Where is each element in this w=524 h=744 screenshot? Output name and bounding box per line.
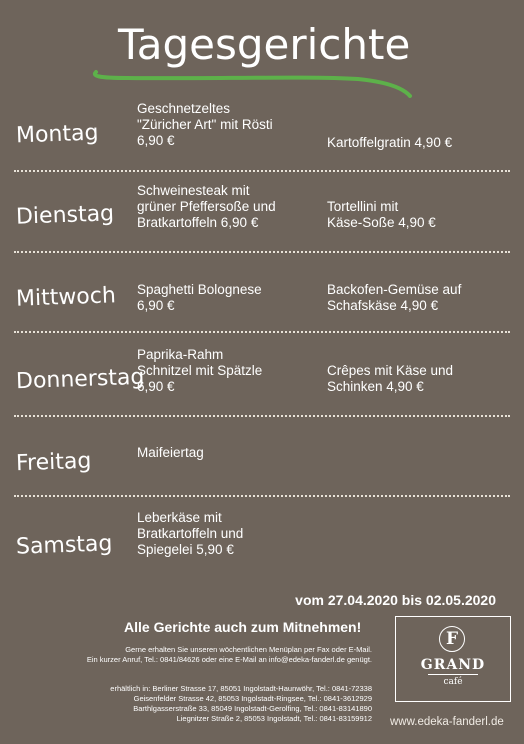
title-underline-swoosh: [88, 58, 428, 98]
grand-cafe-logo: [395, 616, 511, 702]
dish-donnerstag-2: Crêpes mit Käse und Schinken 4,90 €: [327, 363, 454, 394]
day-label-freitag: Freitag: [15, 448, 92, 477]
address-line: Liegnitzer Straße 2, 85053 Ingolstadt, Tel.: 0841-83159912: [176, 714, 372, 723]
website-link[interactable]: www.edeka-fanderl.de: [390, 716, 504, 728]
logo-name: GRAND: [420, 657, 486, 673]
logo-divider: [428, 674, 478, 675]
dish-freitag-1: Maifeiertag: [137, 445, 204, 460]
separator: [14, 495, 510, 497]
info-line-2: Ein kurzer Anruf, Tel.: 0841/84626 oder eine E-Mail an info@edeka-fanderl.de genügt.: [86, 655, 372, 664]
day-label-samstag: Samstag: [15, 531, 113, 560]
separator: [14, 415, 510, 417]
day-label-mittwoch: Mittwoch: [15, 283, 117, 312]
dish-montag-1: Geschnetzeltes "Züricher Art" mit Rösti 6,90 €: [137, 101, 273, 148]
address-line: Barthlgasserstraße 33, 85049 Ingolstadt-Gerolfing, Tel.: 0841-83141890: [133, 704, 372, 713]
separator: [14, 251, 510, 253]
dish-mittwoch-2: Backofen-Gemüse auf Schafskäse 4,90 €: [327, 282, 462, 313]
logo-letter-icon: F: [439, 626, 465, 652]
dish-dienstag-2: Tortellini mit Käse-Soße 4,90 €: [327, 199, 436, 230]
info-text: [12, 645, 372, 665]
dish-mittwoch-1: Spaghetti Bolognese 6,90 €: [137, 282, 262, 313]
day-label-donnerstag: Donnerstag: [15, 364, 145, 395]
page-title: Tagesgerichte: [118, 20, 411, 69]
dish-donnerstag-1: Paprika-Rahm Schnitzel mit Spätzle 6,90 €: [137, 347, 263, 394]
dish-montag-2: Kartoffelgratin 4,90 €: [327, 135, 453, 150]
validity-period: vom 27.04.2020 bis 02.05.2020: [295, 592, 496, 608]
takeaway-note: Alle Gerichte auch zum Mitnehmen!: [124, 619, 362, 635]
dish-samstag-1: Leberkäse mit Bratkartoffeln und Spiegelei 5,90 €: [137, 510, 244, 557]
logo-subtitle: café: [443, 677, 463, 687]
day-label-dienstag: Dienstag: [15, 201, 115, 230]
day-label-montag: Montag: [15, 120, 99, 149]
address-line: erhältlich in: Berliner Strasse 17, 85051 Ingolstadt-Haunwöhr, Tel.: 0841-72338: [110, 684, 372, 693]
address-list: [12, 684, 372, 724]
separator: [14, 170, 510, 172]
dish-dienstag-1: Schweinesteak mit grüner Pfeffersoße und Bratkartoffeln 6,90 €: [137, 183, 276, 230]
address-line: Geisenfelder Strasse 42, 85053 Ingolstadt-Ringsee, Tel.: 0841-3612929: [133, 694, 372, 703]
info-line-1: Gerne erhalten Sie unseren wöchentlichen Menüplan per Fax oder E-Mail.: [125, 645, 372, 654]
separator: [14, 331, 510, 333]
